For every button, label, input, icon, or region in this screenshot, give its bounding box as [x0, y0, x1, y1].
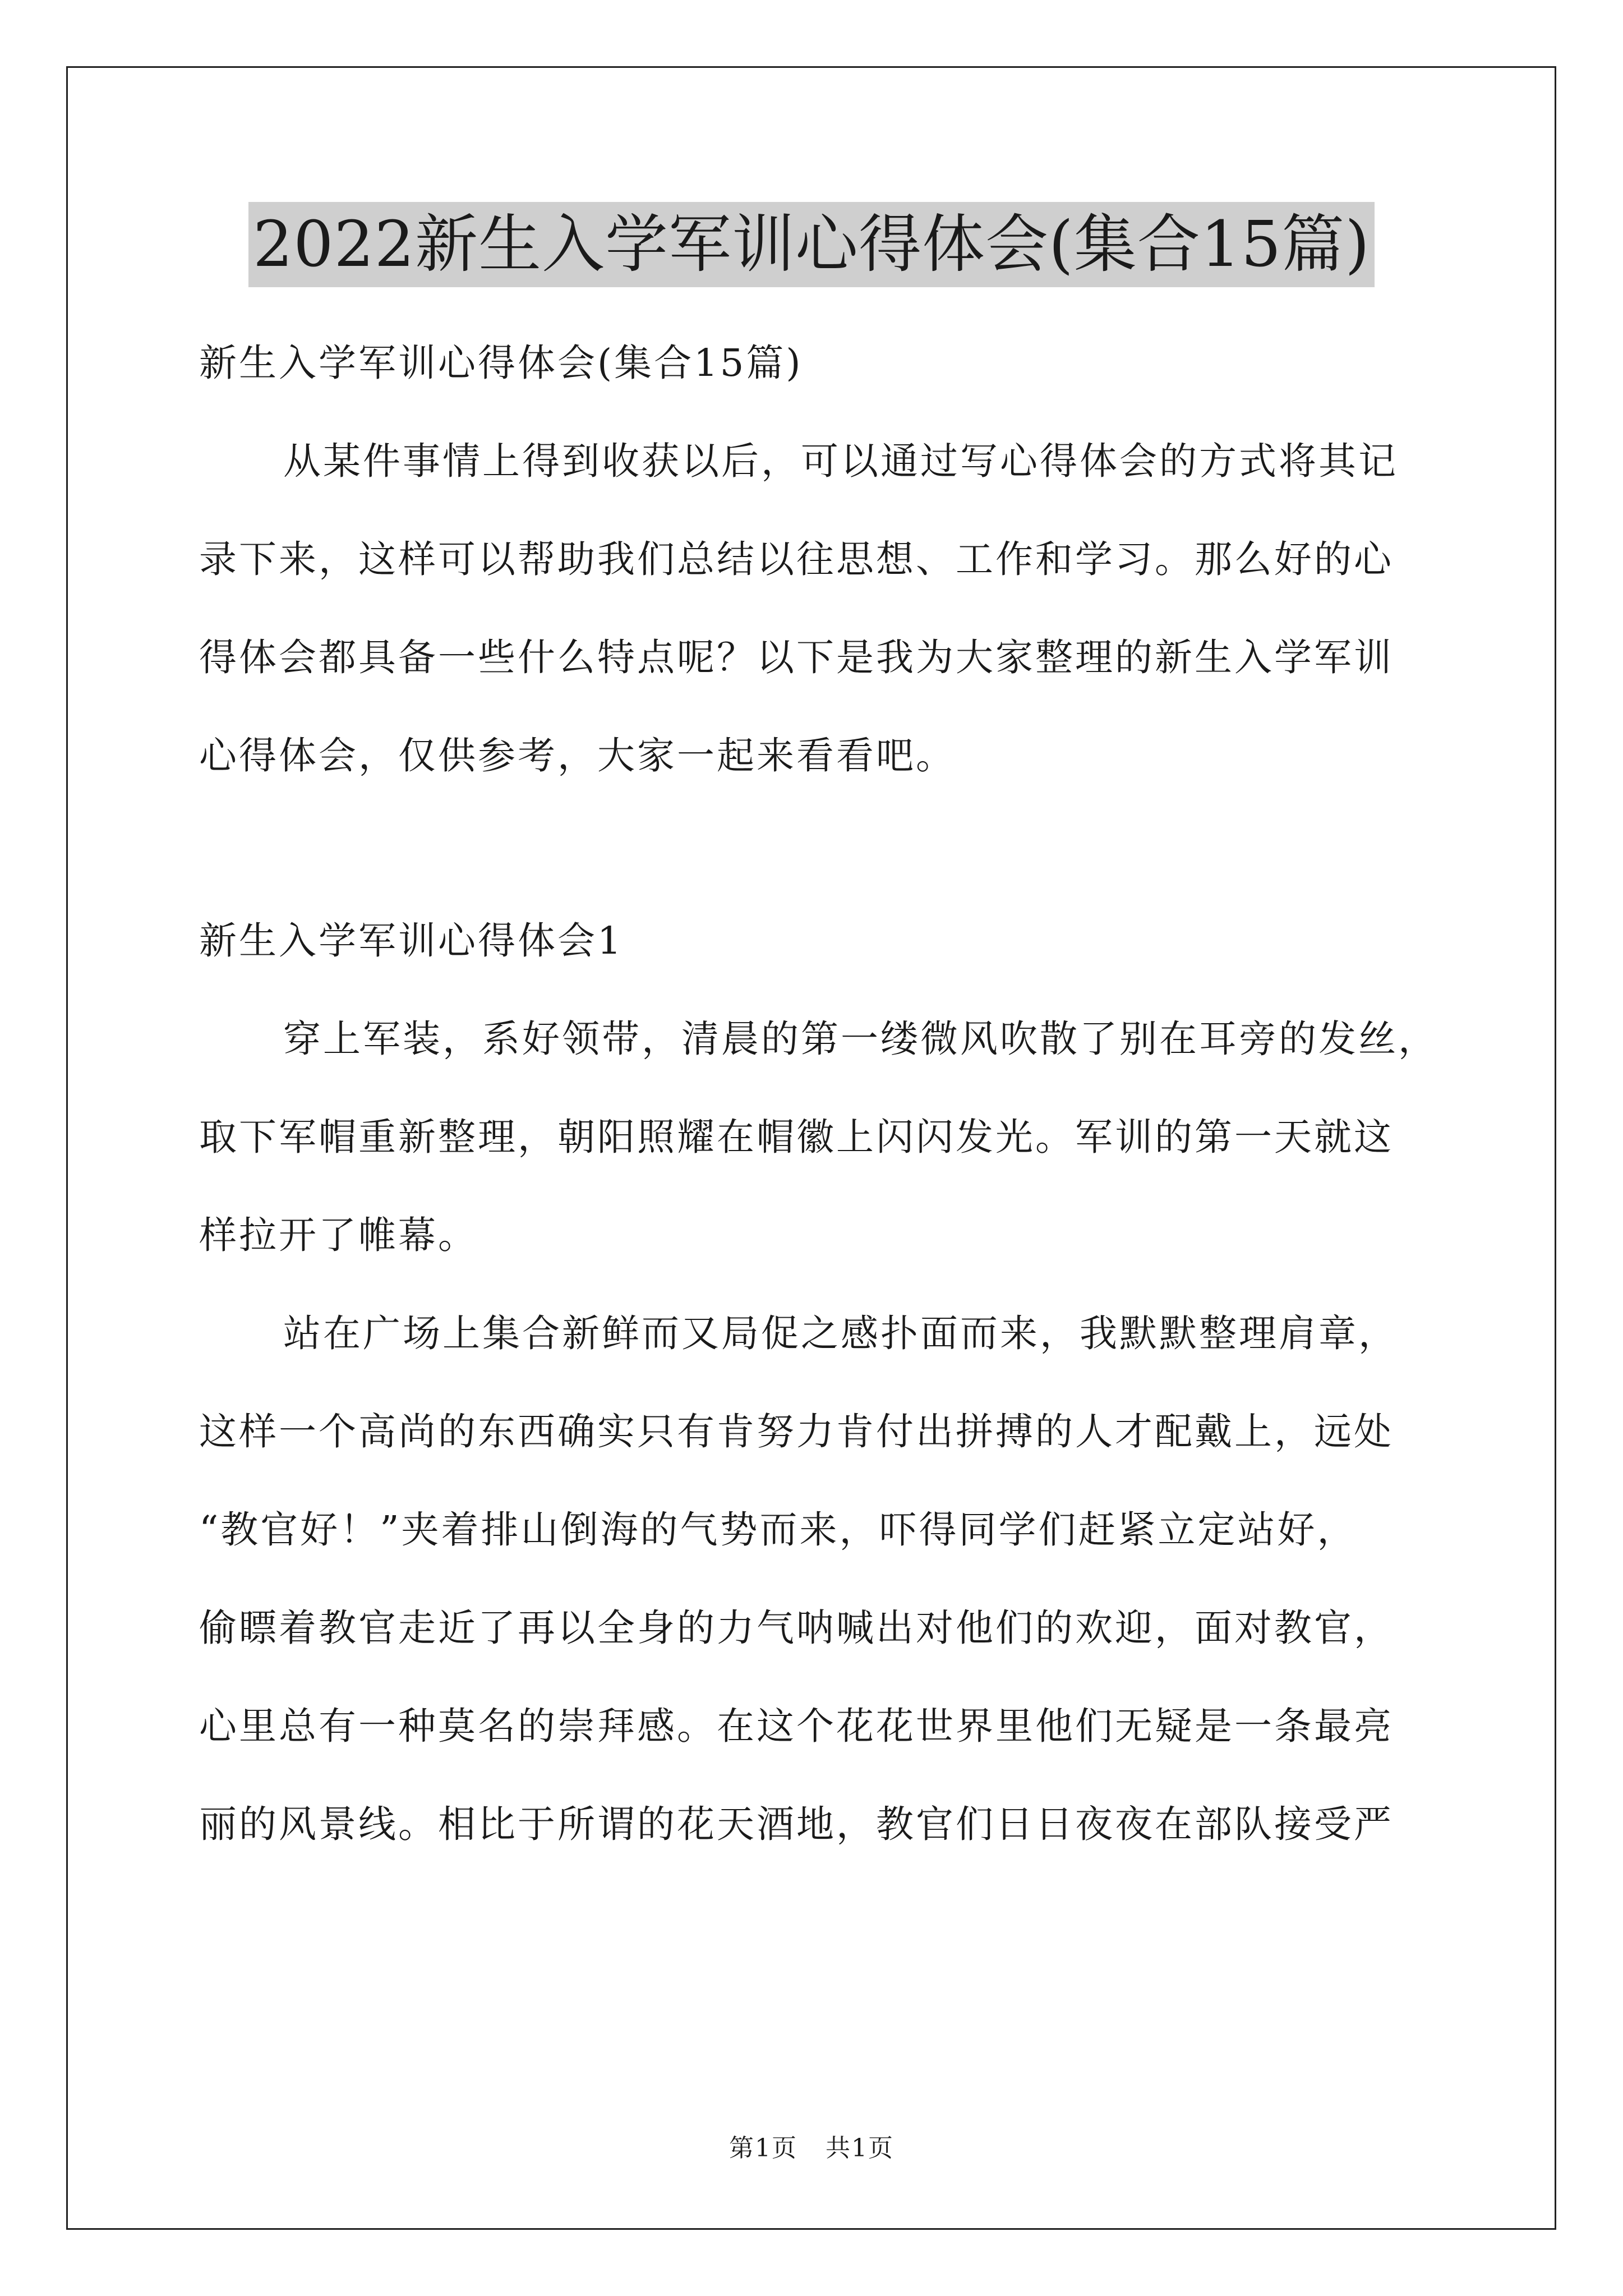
intro-line: 得体会都具备一些什么特点呢？以下是我为大家整理的新生入学军训: [199, 636, 1394, 679]
intro-line: 心得体会，仅供参考，大家一起来看看吧。: [199, 734, 956, 777]
paragraph-line: “教官好！”夹着排山倒海的气势而来，吓得同学们赶紧立定站好，: [199, 1508, 1357, 1552]
paragraph-line: 取下军帽重新整理，朝阳照耀在帽徽上闪闪发光。军训的第一天就这: [199, 1115, 1394, 1159]
paragraph-line: 站在广场上集合新鲜而又局促之感扑面而来，我默默整理肩章，: [283, 1312, 1398, 1355]
document-body: [199, 314, 1461, 1874]
paragraph-line: 丽的风景线。相比于所谓的花天酒地，教官们日日夜夜在部队接受严: [199, 1802, 1394, 1846]
paragraph-line: 样拉开了帷幕。: [199, 1213, 478, 1257]
body-paragraph-1: [199, 990, 1461, 1285]
body-paragraph-2: [199, 1285, 1461, 1874]
paragraph-line: 这样一个高尚的东西确实只有肯努力肯付出拼搏的人才配戴上，远处: [199, 1410, 1394, 1453]
paragraph-line: 心里总有一种莫名的崇拜感。在这个花花世界里他们无疑是一条最亮: [199, 1704, 1394, 1748]
intro-paragraph: [199, 412, 1461, 805]
page-footer: [0, 2132, 1623, 2165]
paragraph-line: 偷瞟着教官走近了再以全身的力气呐喊出对他们的欢迎，面对教官，: [199, 1606, 1394, 1650]
section-spacer: [199, 805, 1461, 892]
intro-line: 从某件事情上得到收获以后，可以通过写心得体会的方式将其记: [283, 439, 1398, 483]
intro-line: 录下来，这样可以帮助我们总结以往思想、工作和学习。那么好的心: [199, 537, 1394, 581]
section-heading: 新生入学军训心得体会1: [199, 919, 624, 963]
page-number-total: 共1页: [826, 2134, 894, 2162]
document-title: 2022新生入学军训心得体会(集合15篇): [248, 202, 1375, 287]
page-number-current: 第1页: [729, 2134, 797, 2162]
document-subtitle: 新生入学军训心得体会(集合15篇): [199, 341, 803, 385]
title-container: [0, 202, 1623, 287]
paragraph-line: 穿上军装，系好领带，清晨的第一缕微风吹散了别在耳旁的发丝，: [283, 1017, 1438, 1061]
